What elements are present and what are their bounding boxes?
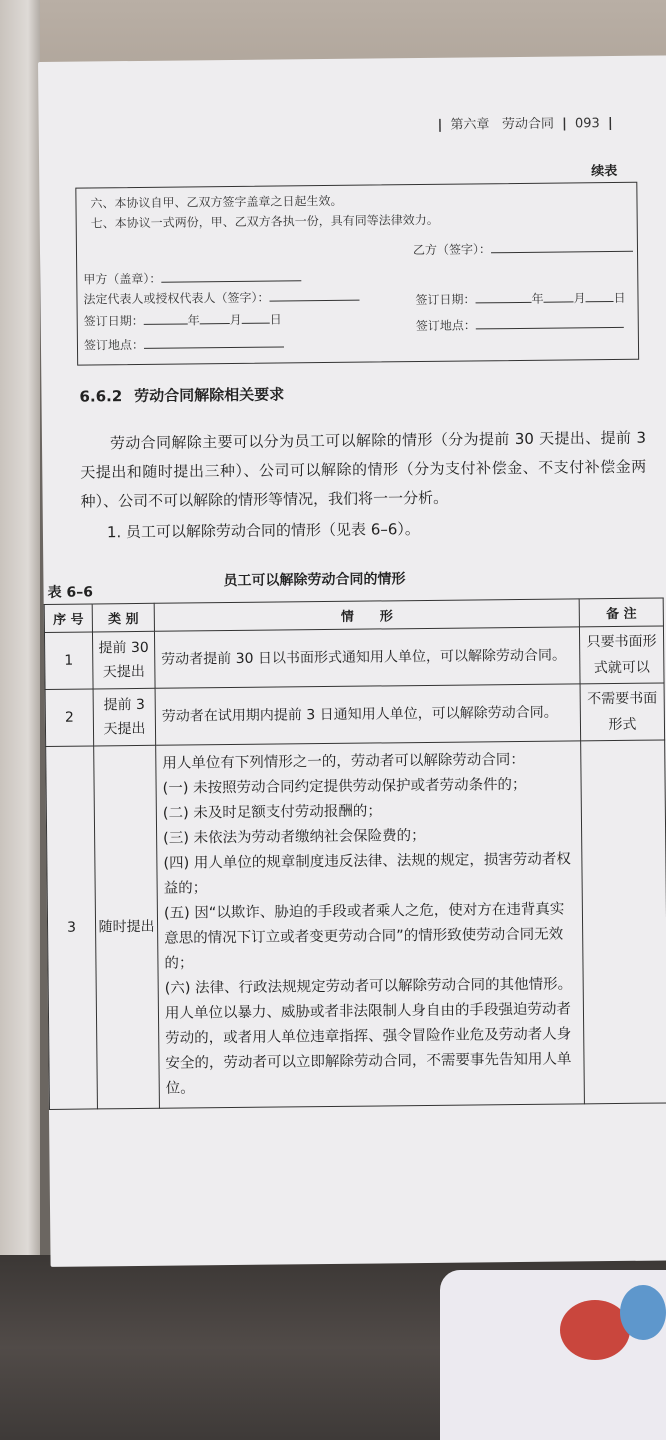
sign-place-left-line bbox=[84, 334, 284, 353]
year-label-left: 年 bbox=[187, 313, 200, 328]
situation-line: (五) 因“以欺诈、胁迫的手段或者乘人之危，使对方在违背真实意思的情况下订立或者变更劳动合同”的情形致使劳动合同无效的； bbox=[163, 901, 565, 972]
header-no: 序 号 bbox=[44, 604, 92, 633]
section-title: 劳动合同解除相关要求 bbox=[134, 385, 285, 406]
situation-line: (六) 法律、行政法规规定劳动者可以解除劳动合同的其他情形。 bbox=[164, 976, 573, 997]
row-situation bbox=[156, 741, 585, 1108]
table-row bbox=[45, 683, 665, 746]
clause-7: 七、本协议一式两份，甲、乙双方各执一份，具有同等法律效力。 bbox=[90, 212, 439, 231]
resignation-table bbox=[44, 597, 666, 1109]
day-blank-right bbox=[585, 290, 613, 302]
legal-rep-label: 法定代表人或授权代表人（签字）： bbox=[83, 290, 270, 307]
table-label: 表 6–6 bbox=[47, 584, 94, 601]
row-no: 2 bbox=[45, 689, 94, 746]
cloth-print-blue bbox=[620, 1285, 666, 1340]
day-label-left: 日 bbox=[269, 312, 282, 327]
running-header: | 第六章 劳动合同 | 093 | bbox=[437, 115, 613, 133]
row-no: 1 bbox=[44, 632, 93, 689]
row-note bbox=[581, 740, 666, 1104]
sign-place-right-blank bbox=[476, 316, 624, 330]
year-label-right: 年 bbox=[531, 291, 544, 306]
header-category: 类 别 bbox=[92, 603, 154, 632]
section-paragraph: 劳动合同解除主要可以分为员工可以解除的情形（分为提前 30 天提出、提前 3 天提出和随时提出三种）、公司可以解除的情形（分为支付补偿金、不支付补偿金两种）、公司不可以解除的情形等情况，我们将一一分析。 bbox=[80, 428, 647, 511]
list-item-1: 1. 员工可以解除劳动合同的情形（见表 6–6）。 bbox=[106, 520, 420, 542]
agreement-box bbox=[75, 182, 639, 366]
party-a-blank bbox=[161, 269, 301, 282]
row-situation: 劳动者提前 30 日以书面形式通知用人单位，可以解除劳动合同。 bbox=[154, 627, 580, 688]
day-label-right: 日 bbox=[613, 290, 626, 305]
month-blank-right bbox=[543, 290, 573, 302]
sign-place-right-line bbox=[416, 315, 624, 334]
table-title: 员工可以解除劳动合同的情形 bbox=[223, 571, 406, 590]
row-note: 不需要书面形式 bbox=[580, 683, 665, 741]
month-blank-left bbox=[200, 312, 230, 324]
background-book-edge bbox=[0, 0, 40, 1270]
day-blank-left bbox=[242, 312, 270, 324]
sign-place-left-label: 签订地点： bbox=[83, 337, 145, 353]
party-b-blank bbox=[491, 240, 633, 253]
continued-label: 续表 bbox=[591, 163, 618, 180]
chapter-label: 第六章 bbox=[450, 117, 490, 133]
table-row bbox=[44, 626, 664, 689]
month-label-right: 月 bbox=[573, 291, 586, 306]
party-a-label: 甲方（盖章）： bbox=[83, 271, 162, 287]
situation-line: 用人单位以暴力、威胁或者非法限制人身自由的手段强迫劳动者劳动的，或者用人单位违章指挥、强令冒险作业危及劳动者人身安全的，劳动者可以立即解除劳动合同，不需要事先告知用人单位。 bbox=[164, 1001, 572, 1097]
row-category: 提前 3 天提出 bbox=[93, 688, 156, 746]
sign-date-right-line bbox=[415, 289, 625, 308]
legal-rep-line bbox=[83, 288, 359, 308]
situation-line: 用人单位有下列情形之一的，劳动者可以解除劳动合同： bbox=[162, 751, 525, 772]
row-note: 只要书面形式就可以 bbox=[579, 626, 664, 684]
clause-6: 六、本协议自甲、乙双方签字盖章之日起生效。 bbox=[90, 193, 343, 211]
situation-line: (三) 未依法为劳动者缴纳社会保险费的； bbox=[163, 827, 426, 847]
year-blank-left bbox=[144, 312, 188, 324]
sign-date-left-line bbox=[84, 310, 282, 329]
month-label-left: 月 bbox=[229, 312, 242, 328]
table-row bbox=[46, 740, 666, 1109]
section-heading bbox=[79, 383, 284, 406]
sign-date-right-label: 签订日期： bbox=[415, 292, 476, 308]
party-b-label: 乙方（签字）： bbox=[412, 242, 492, 258]
book-page bbox=[38, 55, 666, 1267]
situation-line: (一) 未按照劳动合同约定提供劳动保护或者劳动条件的； bbox=[162, 776, 527, 797]
chapter-title: 劳动合同 bbox=[501, 116, 555, 133]
party-a-line bbox=[83, 268, 301, 287]
party-b-line bbox=[413, 239, 633, 258]
row-no: 3 bbox=[46, 746, 98, 1109]
sign-place-left-blank bbox=[144, 335, 284, 348]
row-situation: 劳动者在试用期内提前 3 日通知用人单位，可以解除劳动合同。 bbox=[155, 684, 581, 745]
situation-line: (四) 用人单位的规章制度违反法律、法规的规定，损害劳动者权益的； bbox=[163, 851, 571, 897]
page-number: 093 bbox=[574, 116, 600, 132]
row-category: 随时提出 bbox=[94, 745, 160, 1109]
header-note: 备 注 bbox=[579, 598, 663, 627]
section-number: 6.6.2 bbox=[79, 387, 123, 406]
year-blank-right bbox=[475, 291, 531, 304]
situation-line: (二) 未及时足额支付劳动报酬的； bbox=[162, 803, 382, 822]
legal-rep-blank bbox=[269, 289, 359, 302]
sign-place-right-label: 签订地点： bbox=[415, 318, 476, 334]
sign-date-left-label: 签订日期： bbox=[83, 313, 144, 329]
header-situation: 情 形 bbox=[154, 599, 579, 631]
row-category: 提前 30 天提出 bbox=[92, 631, 155, 689]
